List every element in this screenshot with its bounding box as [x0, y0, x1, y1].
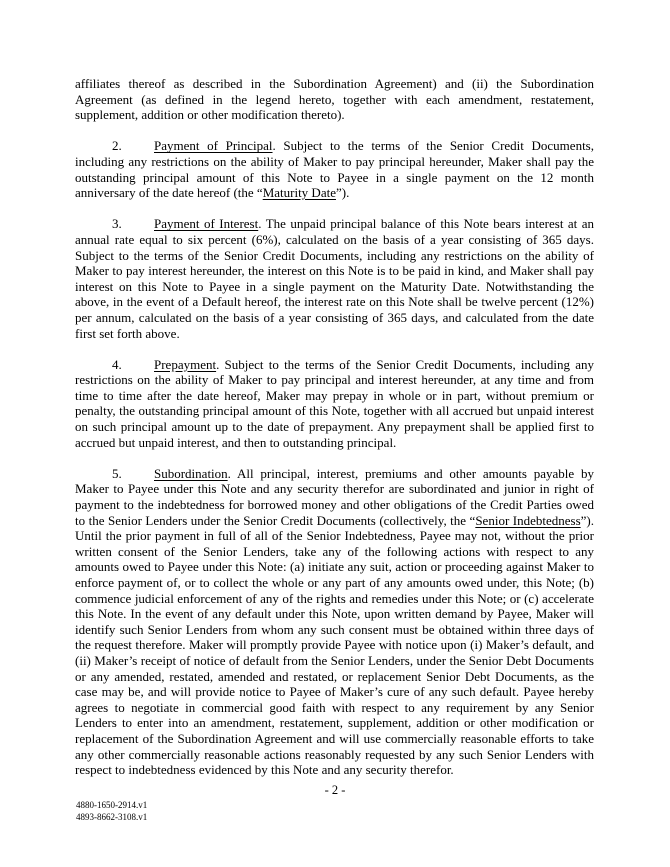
page-number: - 2 -	[324, 783, 346, 797]
text-run: . All principal, interest, premiums and other amounts payable by Maker to Payee under this Note and any security therefor are subordinated and junior in right of payment to the indebtedness for borrowed money and other obligations of the Credit Parties owed to the Senior Lenders under the Senior Credit Documents (collectively, the “	[75, 465, 594, 528]
underlined-term: Prepayment	[154, 356, 217, 372]
paragraph-number: 3.	[112, 216, 122, 232]
underlined-term: Subordination	[154, 465, 228, 481]
text-run: . Subject to the terms of the Senior Credit Documents, including any restrictions on the ability of Maker to pay principal and interest hereunder, at any time and from time to time after the date hereof, Maker may prepay in whole or in part, without premium or penalty, the outstanding principal amount of this Note, together with all accrued but unpaid interest on such principal amount up to the date of prepayment. Any prepayment shall be applied first to accrued but unpaid interest, and then to outstanding principal.	[75, 356, 594, 450]
underlined-term: Payment of Principal	[154, 138, 273, 154]
underlined-term: Payment of Interest	[154, 216, 259, 232]
underlined-term: Senior Indebtedness	[475, 512, 581, 528]
paragraph	[75, 216, 594, 341]
text-run: . Subject to the terms of the Senior Credit Documents, including any restrictions on the ability of Maker to pay principal hereunder, Maker shall pay the outstanding principal amount of this Note to Payee in a single payment on the 12 month anniversary of the date hereof (the “	[75, 138, 594, 201]
paragraph	[75, 357, 594, 451]
paragraph-number: 2.	[112, 138, 122, 154]
paragraph	[75, 138, 594, 200]
text-run: ”).	[335, 185, 350, 201]
paragraph	[75, 466, 594, 778]
text-run: . The unpaid principal balance of this Note bears interest at an annual rate equal to six percent (6%), calculated on the basis of a year consisting of 365 days. Subject to the terms of the Senior Credit Documents, including any restrictions on the ability of Maker to pay interest hereunder, the interest on this Note is to be paid in kind, and Maker shall pay interest on this Note to Payee in a single payment on the Maturity Date. Notwithstanding the above, in the event of a Default hereof, the interest rate on this Note shall be twelve percent (12%) per annum, calculated on the basis of a year consisting of 365 days, and calculated from the date first set forth above.	[75, 216, 595, 341]
paragraph	[75, 76, 594, 123]
text-run: affiliates thereof as described in the Subordination Agreement) and (ii) the Subordination Agreement (as defined in the legend hereto, together with each amendment, restatement, supplement, addition or other modification thereto).	[75, 76, 594, 123]
document-id-block	[76, 800, 147, 823]
document-body	[75, 76, 594, 793]
text-run: ”). Until the prior payment in full of all of the Senior Indebtedness, Payee may not, without the prior written consent of the Senior Lenders, take any of the following actions with respect to any amounts owed to Payee under this Note: (a) initiate any suit, action or proceeding against Maker to enforce payment of, or to collect the whole or any part of any amounts owed under, this Note; (b) commence judicial enforcement of any of the rights and remedies under this Note; or (c) accelerate this Note. In the event of any default under this Note, upon written demand by Payee, Maker will identify such Senior Lenders from whom any such consent must be obtained within three days of the request therefore. Maker will promptly provide Payee with notice upon (i) Maker’s default, and (ii) Maker’s receipt of notice of default from the Senior Lenders, under the Senior Debt Documents or any amended, restated, amended and restated, or replacement Senior Debt Documents, as the case may be, and will provide notice to Payee of Maker’s cure of any such default. Payee hereby agrees to negotiate in commercial good faith with respect to any requirement by any Senior Lenders to enter into an amendment, restatement, supplement, addition or other modification or replacement of the Subordination Agreement and will use commercially reasonable efforts to take any other commercially reasonable actions reasonably requested by any such Senior Lenders with respect to indebtedness evidenced by this Note and any security therefor.	[75, 512, 594, 778]
paragraph-number: 5.	[112, 465, 122, 481]
paragraph-number: 4.	[112, 356, 122, 372]
underlined-term: Maturity Date	[262, 185, 336, 201]
document-id: 4893-8662-3108.v1	[76, 811, 148, 822]
document-id: 4880-1650-2914.v1	[76, 800, 148, 810]
